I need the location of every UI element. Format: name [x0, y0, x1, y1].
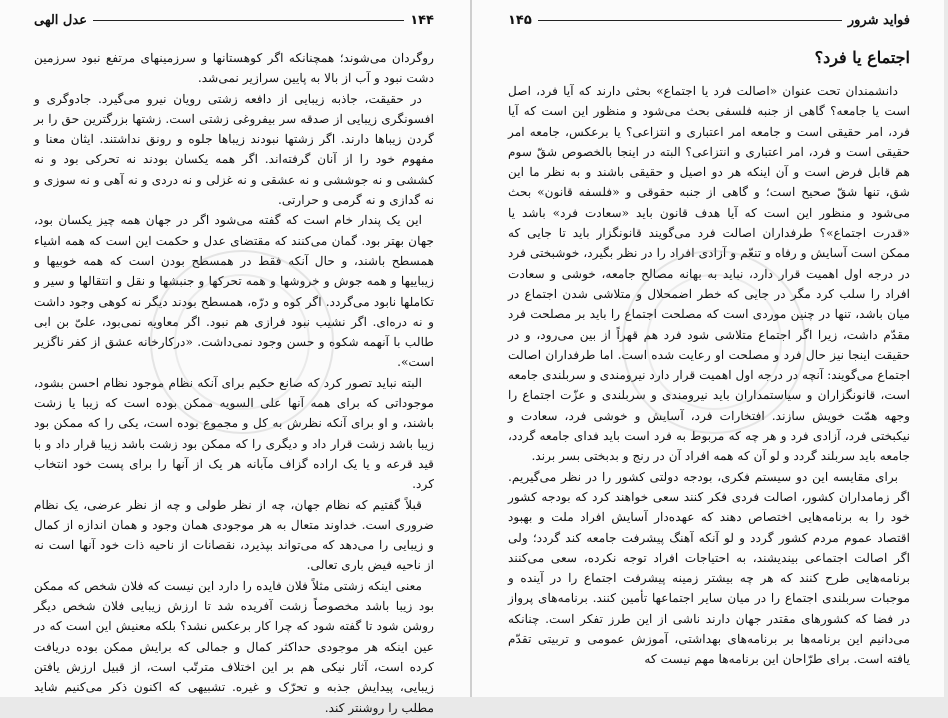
paragraph: روگردان می‌شوند؛ همچنانکه اگر کوهستانها و سرزمینهای مرتفع نبود سرزمین دشت نبود و آب از بالا به پایین سرازیر نمی‌شد.: [34, 51, 434, 86]
paragraph: دانشمندان تحت عنوان «اصالت فرد یا اجتماع» بحثی دارند که آیا فرد، اصل است یا جامعه؟ گاهی از جنبه فلسفی بحث می‌شود و منظور این است که آیا فرد، امر حقیقی است و جامعه امر اعتباری و انتزاعی؟ یا برعکس، جامعه امر حقیقی است و فرد، امر اعتباری و انتزاعی؟ البته در اینجا بالخصوص شقّ سوم هم قابل فرض است و آن اینکه هر دو اصیل و حقیقی باشند و به نظر ما این شق، تنها شقّ صحیح است؛ و گاهی از جنبه حقوقی و «فلسفه قانون» بحث می‌شود و منظور این است که آیا هدف قانون باید «سعادت فرد» باشد یا «قدرت اجتماع»؟ طرفداران اصالت فرد می‌گویند قانونگزار باید تا جایی که ممکن است آسایش و رفاه و تنعّم و آزادی افراد را در نظر بگیرد، خوشبختی فرد در درجه اول اهمیت قرار دارد، نباید به بهانه مصالح جامعه، خوشی و سعادت افراد را سلب کرد مگر در جایی که خطر اضمحلال و متلاشی شدن اجتماع در میان باشد، تنها در چنین موردی است که مصلحت اجتماع را باید بر مصلحت فرد مقدّم داشت، زیرا اگر اجتماع متلاشی شود فرد هم قهراً از بین می‌رود، و در حقیقت اینجا نیز حال فرد و مصلحت او رعایت شده است. اما طرفداران اصالت اجتماع می‌گویند: آنچه در درجه اول اهمیت قرار دارد نیرومندی و سربلندی جامعه است، قانونگزاران و سیاستمداران باید نیرومندی و سربلندی و عزّت اجتماع را وجهه همّت خویش سازند. افتخارات فرد، آسایش و خوشی فرد، سعادت و نیکبختی فرد، آزادی فرد و هر چه که مربوط به فرد است باید فدای جامعه گردد، جامعه باید سربلند گردد و لو آن که همه افراد آن در رنج و بدبختی بسر برند.: [508, 84, 910, 464]
left-page: [0, 0, 472, 715]
header-rule: [93, 20, 404, 21]
right-page-body: [508, 81, 910, 670]
paragraph: برای مقایسه این دو سیستم فکری، بودجه دولتی کشور را در نظر می‌گیریم. اگر زمامداران کشور، اصالت فردی فکر کنند سعی خواهند کرد که بودجه کشور خود را به برنامه‌هایی اختصاص دهند که عهده‌دار آسایش افراد ملت و بهبود اقتصاد عموم مردم کشور گردد و لو آنکه آهنگ پیشرفت جامعه کند گردد؛ ولی اگر اصالت اجتماعی بیندیشند، به احتیاجات افراد توجه نکرده، سعی می‌کنند برنامه‌هایی طرح کنند که هر چه بیشتر زمینه پیشرفت اجتماع را در آینده و موجبات سربلندی اجتماع را در میان سایر اجتماعها تأمین کنند. برنامه‌های پرواز در فضا که کشورهای مقتدر جهان دارند ناشی از این طرز تفکر است. چنانکه می‌دانیم این برنامه‌ها بر برنامه‌های بهداشتی، آموزش عمومی و تربیتی تقدّم یافته است. برای طرّاحان این برنامه‌ها مهم نیست که: [508, 469, 910, 667]
section-title: اجتماع یا فرد؟: [814, 48, 910, 67]
right-page-header: [508, 10, 910, 30]
left-running-title: عدل الهی: [34, 12, 87, 28]
left-page-body: [34, 48, 434, 718]
right-running-title: فواید شرور: [847, 12, 910, 28]
paragraph: این یک پندار خام است که گفته می‌شود اگر در جهان همه چیز یکسان بود، جهان بهتر بود. گمان می‌کنند که مقتضای عدل و حکمت این است که همه اشیاء همسطح باشند، و حال آنکه فقط در همسطح بودن است که همه خوبیها و زیباییها و همه جوش و خروشها و همه تحرکها و جنبشها و نقل و انتقالها و سیر و تکاملها نابود می‌گردد. اگر کوه و درّه، همسطح بودند دیگر نه کوهی وجود داشت و نه دره‌ای. اگر نشیب نبود فرازی هم نبود. اگر معاویه نمی‌بود، علیّ بن ابی طالب با آنهمه شکوه و حسن وجود نمی‌داشت. «درکارخانه عشق از کفر ناگزیر است».: [34, 213, 434, 370]
paragraph: قبلاً گفتیم که نظام جهان، چه از نظر طولی و چه از نظر عرضی، یک نظام ضروری است. خداوند متعال به هر موجودی همان وجود و همان اندازه از کمال و زیبایی را می‌دهد که می‌تواند بپذیرد، نقصانات از ناحیه ذات خود آنها است نه از ناحیه فیض باری تعالی.: [34, 497, 434, 573]
paragraph: البته نباید تصور کرد که صانع حکیم برای آنکه نظام موجود نظام احسن بشود، موجوداتی که برای همه آنها علی السویه ممکن بوده است که زیبا یا زشت باشند، و او برای آنکه نظرش به کل و مجموع بوده است، یکی را که ممکن بود زیبا باشد زشت قرار داد و دیگری را که ممکن بود زشت باشد زیبا قرار داد و با قید قرعه و یا یک اراده گزاف مآبانه هر یک از آنها را برای پست خود انتخاب کرد.: [34, 375, 434, 492]
left-page-number: ۱۴۴: [410, 12, 434, 28]
paragraph: در حقیقت، جاذبه زیبایی از دافعه زشتی رویان نیرو می‌گیرد. جادوگری و افسونگری زیبایی از صدقه سر بیفروغی زشتی است. زشتها بزرگترین حق را بر گردن زیباها دارند. اگر زشتها نبودند زیباها جلوه و رونق نداشتند. ایثان معنا و مفهوم خود را از آنان گرفته‌اند. اگر همه یکسان بودند نه تحرکی بود و نه کششی و نه جوششی و نه عشقی و نه غزلی و نه دردی و نه آهی و نه سوزی و نه گدازی و نه گرمی و حرارتی.: [34, 91, 434, 208]
header-rule: [538, 20, 842, 21]
right-page: [472, 0, 944, 697]
paragraph: معنی اینکه زشتی مثلاً فلان فایده را دارد این نیست که فلان شخص که ممکن بود زیبا باشد مخصوصاً زشت آفریده شد تا ارزش زیبایی فلان شخص دیگر روشن شود تا گفته شود که چرا کار برعکس نشد؟ بلکه معنیش این است که در عین اینکه هر موجودی حداکثر کمال و جمالی که برایش ممکن بوده دریافت کرده است، آثار نیکی هم بر این اختلاف مترتّب است، از قبیل ارزش یافتن زیبایی، پیدایش جذبه و تحرّک و غیره. تشبیهی که اکنون ذکر می‌کنیم شاید مطلب را روشنتر کند.: [34, 578, 434, 715]
right-page-number: ۱۴۵: [508, 12, 532, 28]
left-page-header: [34, 10, 434, 30]
